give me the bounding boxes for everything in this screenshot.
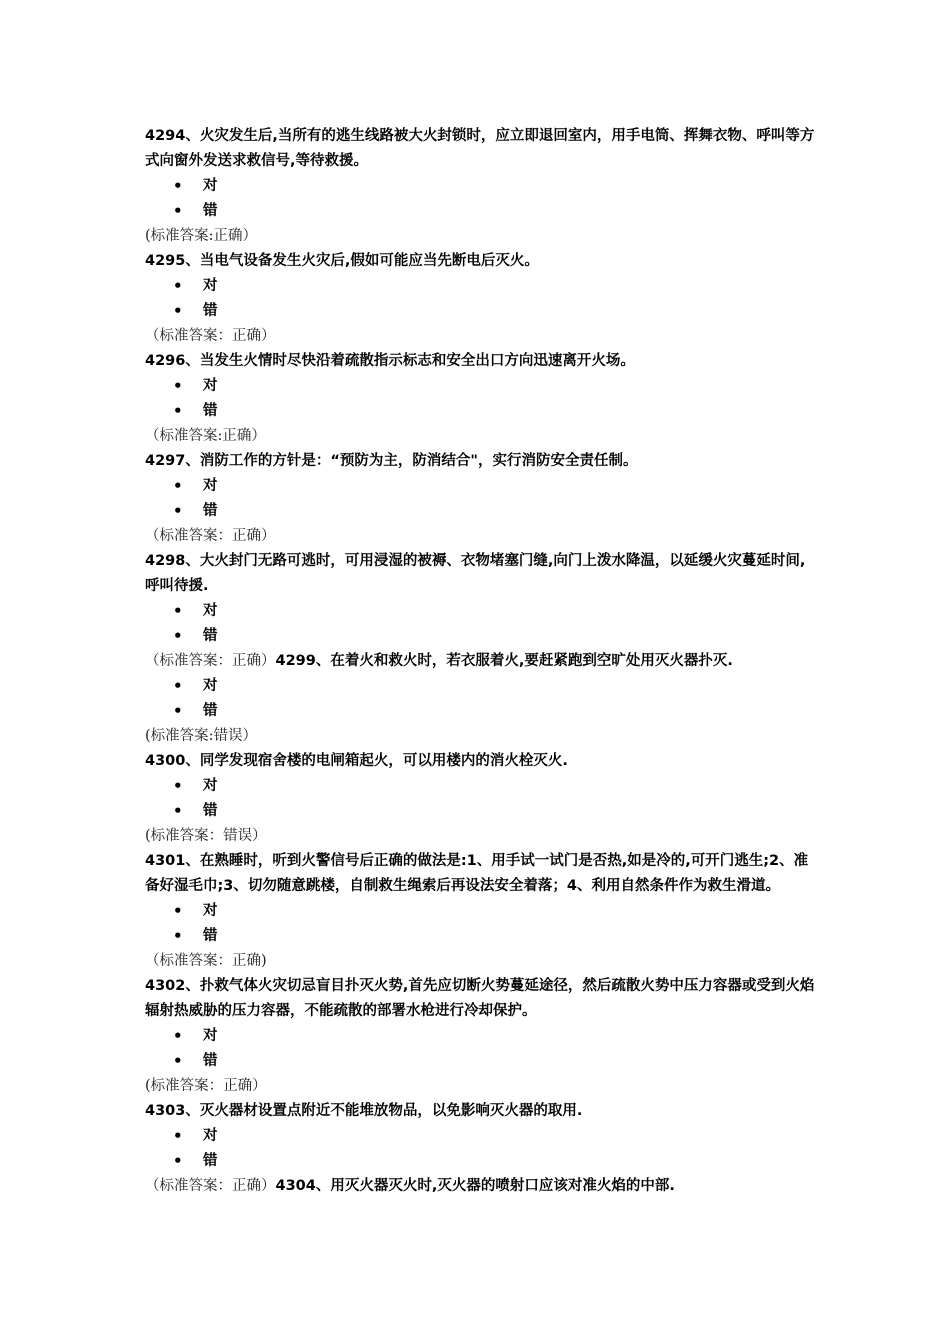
standard-answer-inline: （标准答案：正确）	[145, 1178, 276, 1194]
option-label: 错	[203, 403, 218, 419]
options-list	[145, 899, 815, 949]
option-item[interactable]	[145, 699, 815, 724]
options-list	[145, 174, 815, 224]
option-item[interactable]	[145, 899, 815, 924]
standard-answer: (标准答案:正确）	[145, 228, 258, 244]
bullet-icon: •	[173, 627, 183, 645]
question-text	[145, 249, 815, 274]
bullet-icon: •	[173, 477, 183, 495]
option-label: 错	[203, 803, 218, 819]
option-item[interactable]	[145, 799, 815, 824]
option-item[interactable]	[145, 299, 815, 324]
standard-answer: (标准答案：错误）	[145, 828, 267, 844]
question-text	[145, 349, 815, 374]
question-text	[145, 849, 815, 899]
standard-answer: （标准答案:正确）	[145, 428, 266, 444]
options-list	[145, 374, 815, 424]
question-body: 4301、在熟睡时，听到火警信号后正确的做法是:1、用手试一试门是否热,如是冷的,可开门逃生;2、准备好湿毛巾;3、切勿随意跳楼，自制救生绳索后再设法安全着落；4、利用自然条件作为救生滑道。	[145, 853, 809, 894]
option-label: 对	[203, 478, 218, 494]
bullet-icon: •	[173, 802, 183, 820]
bullet-icon: •	[173, 602, 183, 620]
standard-answer: （标准答案：正确）	[145, 528, 276, 544]
option-label: 错	[203, 703, 218, 719]
option-label: 错	[203, 928, 218, 944]
option-item[interactable]	[145, 674, 815, 699]
options-list	[145, 1024, 815, 1074]
option-item[interactable]	[145, 174, 815, 199]
bullet-icon: •	[173, 1027, 183, 1045]
option-item[interactable]	[145, 474, 815, 499]
bullet-icon: •	[173, 402, 183, 420]
options-list	[145, 674, 815, 724]
question-body: 4299、在着火和救火时，若衣服着火,要赶紧跑到空旷处用灭火器扑灭.	[275, 653, 733, 669]
option-item[interactable]	[145, 1024, 815, 1049]
options-list	[145, 274, 815, 324]
bullet-icon: •	[173, 777, 183, 795]
bullet-icon: •	[173, 377, 183, 395]
option-label: 对	[203, 678, 218, 694]
option-item[interactable]	[145, 1049, 815, 1074]
option-label: 对	[203, 778, 218, 794]
question-body: 4296、当发生火情时尽快沿着疏散指示标志和安全出口方向迅速离开火场。	[145, 353, 635, 369]
option-item[interactable]	[145, 1124, 815, 1149]
option-label: 错	[203, 303, 218, 319]
question-body: 4303、灭火器材设置点附近不能堆放物品，以免影响灭火器的取用.	[145, 1103, 583, 1119]
bullet-icon: •	[173, 1127, 183, 1145]
question-body: 4297、消防工作的方针是：“预防为主，防消结合"，实行消防安全责任制。	[145, 453, 638, 469]
question-text	[145, 1099, 815, 1124]
option-label: 错	[203, 503, 218, 519]
bullet-icon: •	[173, 502, 183, 520]
standard-answer: (标准答案:错误）	[145, 728, 258, 744]
question-body: 4300、同学发现宿舍楼的电闸箱起火，可以用楼内的消火栓灭火.	[145, 753, 568, 769]
options-list	[145, 474, 815, 524]
options-list	[145, 774, 815, 824]
standard-answer: （标准答案：正确)	[145, 953, 267, 969]
question-text	[145, 649, 815, 674]
option-label: 对	[203, 378, 218, 394]
option-label: 对	[203, 278, 218, 294]
option-label: 对	[203, 1128, 218, 1144]
question-body: 4298、大火封门无路可逃时，可用浸湿的被褥、衣物堵塞门缝,向门上泼水降温，以延缓火灾蔓延时间,呼叫待援.	[145, 553, 806, 594]
standard-answer-inline: （标准答案：正确）	[145, 653, 276, 669]
option-item[interactable]	[145, 499, 815, 524]
document-page	[145, 124, 815, 1199]
option-item[interactable]	[145, 199, 815, 224]
option-item[interactable]	[145, 1149, 815, 1174]
option-label: 错	[203, 1153, 218, 1169]
bullet-icon: •	[173, 177, 183, 195]
options-list	[145, 1124, 815, 1174]
option-label: 错	[203, 203, 218, 219]
bullet-icon: •	[173, 702, 183, 720]
question-text	[145, 974, 815, 1024]
option-item[interactable]	[145, 624, 815, 649]
bullet-icon: •	[173, 677, 183, 695]
question-text	[145, 549, 815, 599]
question-body: 4295、当电气设备发生火灾后,假如可能应当先断电后灭火。	[145, 253, 539, 269]
question-text	[145, 449, 815, 474]
bullet-icon: •	[173, 1052, 183, 1070]
option-item[interactable]	[145, 274, 815, 299]
option-label: 对	[203, 1028, 218, 1044]
question-text	[145, 749, 815, 774]
question-body: 4304、用灭火器灭火时,灭火器的喷射口应该对准火焰的中部.	[275, 1178, 675, 1194]
option-label: 对	[203, 603, 218, 619]
option-item[interactable]	[145, 599, 815, 624]
bullet-icon: •	[173, 927, 183, 945]
option-item[interactable]	[145, 374, 815, 399]
option-label: 错	[203, 628, 218, 644]
question-text	[145, 124, 815, 174]
question-body: 4302、扑救气体火灾切忌盲目扑灭火势,首先应切断火势蔓延途径，然后疏散火势中压力容器或受到火焰辐射热威胁的压力容器，不能疏散的部署水枪进行冷却保护。	[145, 978, 815, 1019]
standard-answer: （标准答案：正确）	[145, 328, 276, 344]
option-label: 对	[203, 903, 218, 919]
bullet-icon: •	[173, 277, 183, 295]
option-item[interactable]	[145, 399, 815, 424]
bullet-icon: •	[173, 302, 183, 320]
question-body: 4294、火灾发生后,当所有的逃生线路被大火封锁时，应立即退回室内，用手电筒、挥舞衣物、呼叫等方式向窗外发送求救信号,等待救援。	[145, 128, 815, 169]
option-item[interactable]	[145, 774, 815, 799]
question-text	[145, 1174, 815, 1199]
option-label: 错	[203, 1053, 218, 1069]
option-item[interactable]	[145, 924, 815, 949]
standard-answer: (标准答案：正确）	[145, 1078, 267, 1094]
bullet-icon: •	[173, 202, 183, 220]
option-label: 对	[203, 178, 218, 194]
bullet-icon: •	[173, 1152, 183, 1170]
bullet-icon: •	[173, 902, 183, 920]
options-list	[145, 599, 815, 649]
